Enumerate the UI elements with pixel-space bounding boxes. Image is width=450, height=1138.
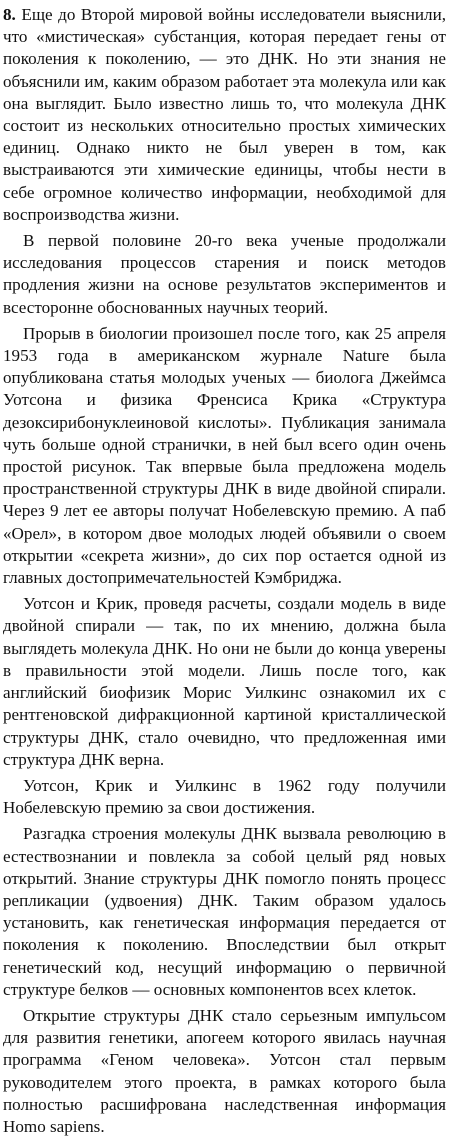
paragraph-3: Прорыв в биологии произошел после того, как 25 апреля 1953 года в американском журнале Nature была опубликована статья молодых ученых — биолога Джеймса Уотсона и физика Френсиса Крика «Структура дезоксирибонуклеиновой кислоты». Публикация занимала чуть больше одной странички, в ней был всего один очень простой рисунок. Так впервые была предложена модель пространственной структуры ДНК в виде двойной спирали. Через 9 лет ее авторы получат Нобелевскую премию. А паб «Орел», в котором двое молодых людей объявили о своем открытии «секрета жизни», до сих пор остается одной из главных достопримечательностей Кэмбриджа. xyxy=(3,323,446,588)
paragraph-1 xyxy=(3,4,446,226)
paragraph-2: В первой половине 20-го века ученые продолжали исследования процессов старения и поиск методов продления жизни на основе результатов экспериментов и всесторонне обоснованных научных теорий. xyxy=(3,231,446,317)
item-number: 8. xyxy=(3,5,16,24)
paragraph-7: Открытие структуры ДНК стало серьезным импульсом для развития генетики, апогеем которого явилась научная программа «Геном человека». Уотсон стал первым руководителем этого проекта, в рамках которого была полностью расшифрована наследственная информация Homo sapiens. xyxy=(3,1005,446,1136)
paragraph-1-text: Еще до Второй мировой войны исследователи выяснили, что «мистическая» субстанция, которая передает гены от поколения к поколению, — это ДНК. Но эти знания не объяснили им, каким образом работает эта молекула или как она выглядит. Было известно лишь то, что молекула ДНК состоит из нескольких относительно простых химических единиц. Однако никто не был уверен в том, как выстраиваются эти химические единицы, чтобы нести в себе огромное количество информации, необходимой для воспроизводства жизни. xyxy=(3,5,446,224)
paragraph-6: Разгадка строения молекулы ДНК вызвала революцию в естествознании и повлекла за собой целый ряд новых открытий. Знание структуры ДНК помогло понять процесс репликации (удвоения) ДНК. Таким образом удалось установить, как генетическая информация передается от поколения к поколению. Впоследствии был открыт генетический код, несущий информацию о первичной структуре белков — основных компонентов всех клеток. xyxy=(3,824,446,999)
paragraph-4: Уотсон и Крик, проведя расчеты, создали модель в виде двойной спирали — так, по их мнению, должна была выглядеть молекула ДНК. Но они не были до конца уверены в правильности этой модели. Лишь после того, как английский биофизик Морис Уилкинс ознакомил их с рентгеновской дифракционной картиной кристаллической структуры ДНК, стало очевидно, что предложенная ими структура ДНК верна. xyxy=(3,594,446,769)
paragraph-5: Уотсон, Крик и Уилкинс в 1962 году получили Нобелевскую премию за свои достижения. xyxy=(3,775,446,818)
